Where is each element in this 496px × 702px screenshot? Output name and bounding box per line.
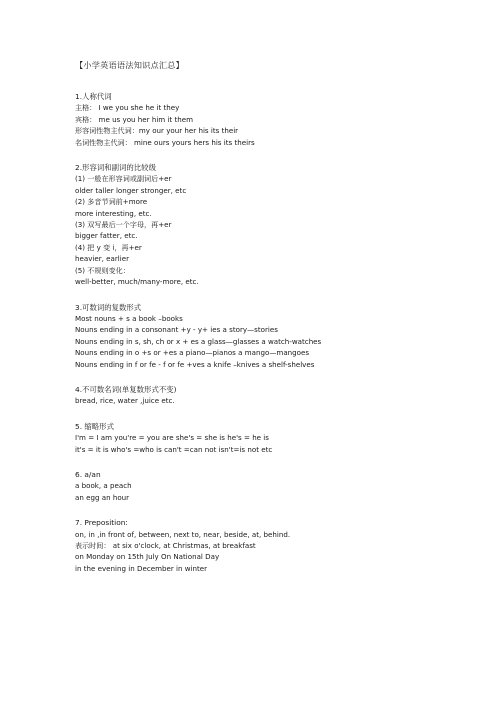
text-line: (2) 多音节词前+more bbox=[75, 197, 148, 207]
text-line: 宾格： me us you her him it them bbox=[75, 114, 194, 124]
text-line: heavier, earlier bbox=[75, 254, 130, 264]
text-line: (5) 不规则变化： bbox=[75, 265, 130, 275]
text-line: (1) 一般在形容词或副词后+er bbox=[75, 174, 172, 184]
text-line: Nouns ending in a consonant +y - y+ ies a story—stories bbox=[75, 325, 278, 335]
section-heading: 4.不可数名词(单复数形式不变) bbox=[75, 384, 177, 394]
text-line: 形容词性物主代词：my our your her his its their bbox=[75, 126, 239, 136]
text-line: Nouns ending in s, sh, ch or x + es a glass—glasses a watch-watches bbox=[75, 336, 322, 346]
text-line: I'm = I am you're = you are she's = she is he's = he is bbox=[75, 433, 269, 443]
text-line: older taller longer stronger, etc bbox=[75, 185, 187, 195]
section-heading: 1.人称代词 bbox=[75, 92, 112, 101]
text-line: in the evening in December in winter bbox=[75, 563, 208, 573]
text-line: on Monday on 15th July On National Day bbox=[75, 552, 220, 562]
text-line: Nouns ending in o +s or +es a piano—pianos a mango—mangoes bbox=[75, 348, 310, 358]
document-body bbox=[75, 60, 455, 588]
text-line: 主格： I we you she he it they bbox=[75, 103, 180, 113]
section-comparatives bbox=[75, 162, 455, 287]
section-heading: 3.可数词的复数形式 bbox=[75, 302, 142, 312]
text-line: an egg an hour bbox=[75, 492, 130, 502]
text-line: (3) 双写最后一个字母，再+er bbox=[75, 220, 172, 230]
text-line: more interesting, etc. bbox=[75, 208, 152, 218]
section-personal-pronouns bbox=[75, 91, 455, 148]
text-line: it's = it is who's =who is can't =can not isn't=is not etc bbox=[75, 444, 273, 454]
section-contractions bbox=[75, 421, 455, 455]
text-line: bread, rice, water ,juice etc. bbox=[75, 396, 175, 406]
section-articles bbox=[75, 469, 455, 503]
section-heading: 5. 缩略形式 bbox=[75, 421, 114, 431]
document-title: 【小学英语语法知识点汇总】 bbox=[75, 60, 185, 70]
section-plural-nouns bbox=[75, 302, 455, 370]
text-line: Nouns ending in f or fe - f or fe +ves a knife –knives a shelf-shelves bbox=[75, 359, 315, 369]
text-line: a book, a peach bbox=[75, 481, 132, 491]
text-line: on, in ,in front of, between, next to, near, beside, at, behind. bbox=[75, 529, 291, 539]
text-line: (4) 把 y 变 i，再+er bbox=[75, 242, 142, 252]
text-line: 表示时间： at six o'clock, at Christmas, at breakfast bbox=[75, 541, 256, 550]
section-heading: 2.形容词和副词的比较级 bbox=[75, 163, 156, 173]
section-heading: 6. a/an bbox=[75, 469, 101, 479]
text-line: well-better, much/many-more, etc. bbox=[75, 277, 199, 287]
text-line: Most nouns + s a book –books bbox=[75, 313, 183, 323]
section-prepositions bbox=[75, 517, 455, 574]
text-line: 名词性物主代词： mine ours yours hers his its theirs bbox=[75, 137, 255, 147]
section-heading: 7. Preposition: bbox=[75, 518, 128, 528]
text-line: bigger fatter, etc. bbox=[75, 231, 138, 241]
section-uncountable-nouns bbox=[75, 384, 455, 407]
